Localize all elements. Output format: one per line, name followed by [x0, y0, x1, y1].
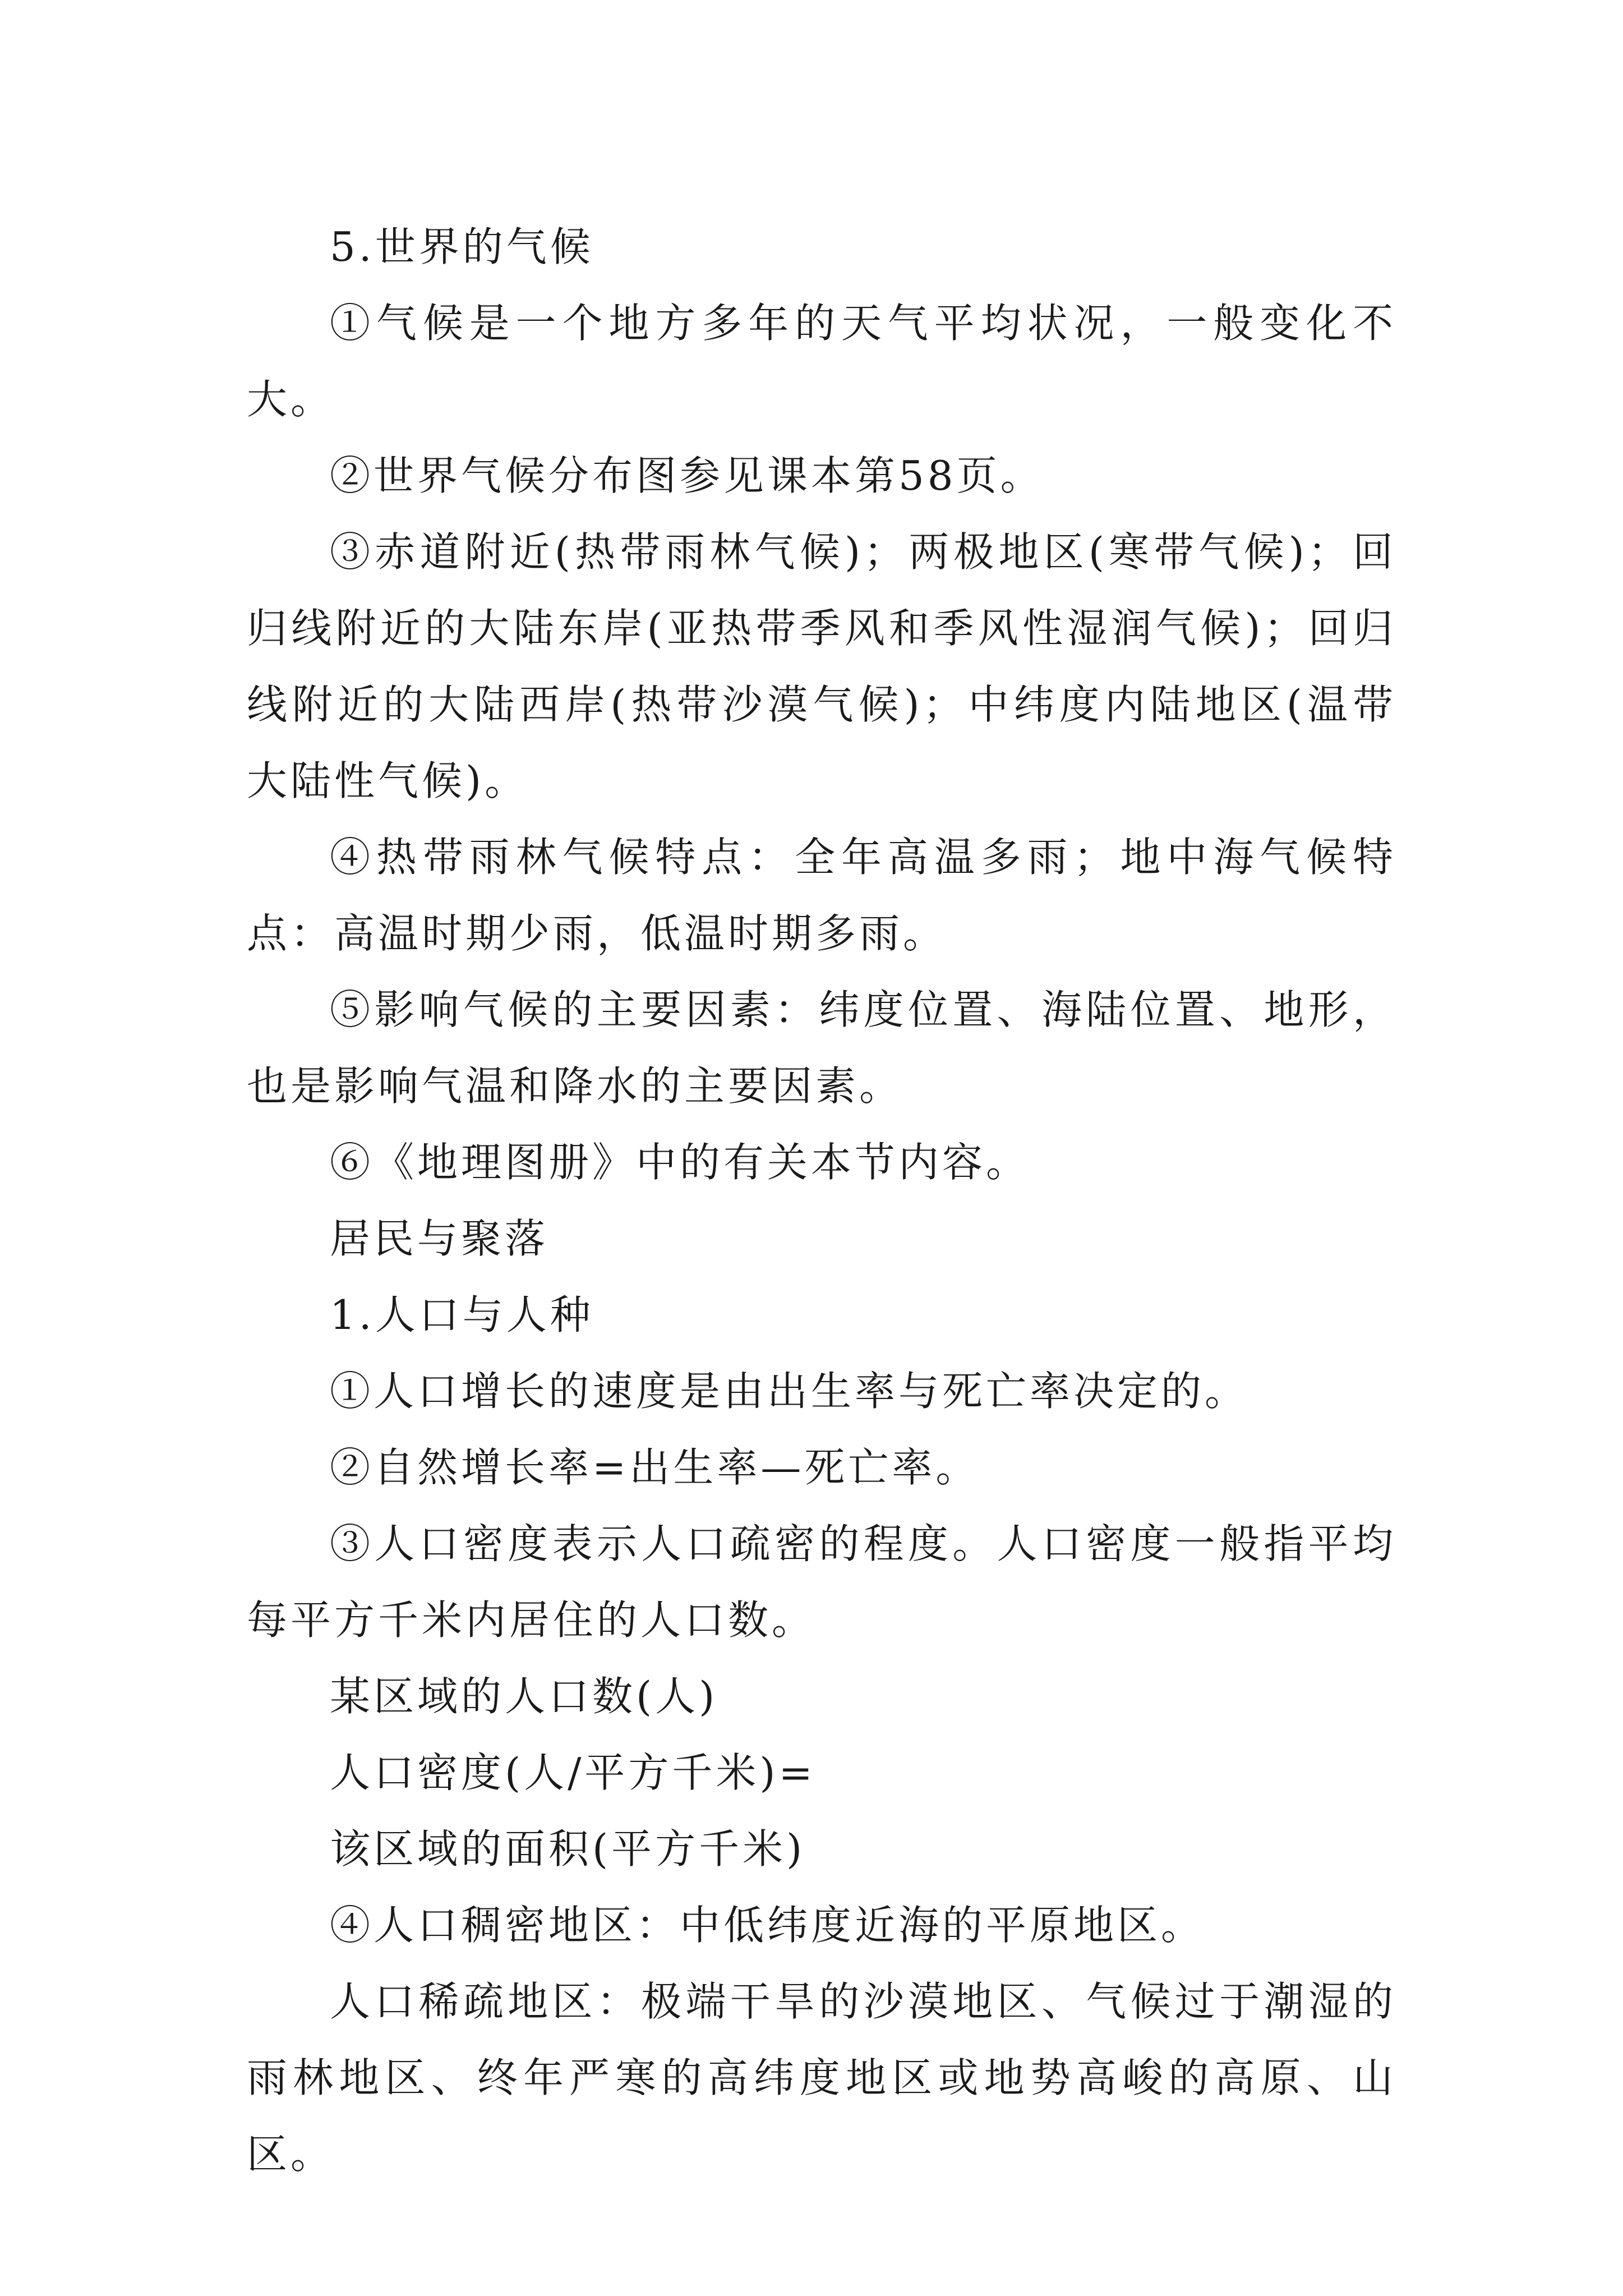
paragraph: ①气候是一个地方多年的天气平均状况，一般变化不大。 — [247, 300, 1396, 423]
chapter-heading-residents: 居民与聚落 — [330, 1215, 549, 1262]
paragraph: ①人口增长的速度是由出生率与死亡率决定的。 — [330, 1368, 1249, 1415]
formula-lhs: 人口密度(人/平方千米)= — [330, 1749, 816, 1796]
section-heading-climate: 5.世界的气候 — [330, 223, 594, 270]
paragraph: ⑤影响气候的主要因素：纬度位置、海陆位置、地形，也是影响气温和降水的主要因素。 — [247, 986, 1396, 1110]
paragraph: ②自然增长率=出生率—死亡率。 — [330, 1444, 980, 1491]
paragraph: ④人口稠密地区：中低纬度近海的平原地区。 — [330, 1902, 1205, 1949]
section-heading-population: 1.人口与人种 — [330, 1291, 594, 1338]
paragraph: ⑥《地理图册》中的有关本节内容。 — [330, 1139, 1030, 1186]
paragraph: ④热带雨林气候特点：全年高温多雨；地中海气候特点：高温时期少雨，低温时期多雨。 — [247, 834, 1396, 957]
paragraph: ③赤道附近(热带雨林气候)；两极地区(寒带气候)；回归线附近的大陆东岸(亚热带季风和季风性湿润气候)；回归线附近的大陆西岸(热带沙漠气候)；中纬度内陆地区(温带大陆性气候)。 — [247, 528, 1396, 804]
formula-numerator: 某区域的人口数(人) — [330, 1673, 718, 1720]
paragraph: 人口稀疏地区：极端干旱的沙漠地区、气候过于潮湿的雨林地区、终年严寒的高纬度地区或地势高峻的高原、山区。 — [247, 1978, 1396, 2178]
formula-denominator: 该区域的面积(平方千米) — [330, 1825, 806, 1872]
paragraph: ②世界气候分布图参见课本第58页。 — [330, 452, 1044, 499]
document-body — [247, 209, 1396, 2192]
paragraph: ③人口密度表示人口疏密的程度。人口密度一般指平均每平方千米内居住的人口数。 — [247, 1520, 1396, 1644]
